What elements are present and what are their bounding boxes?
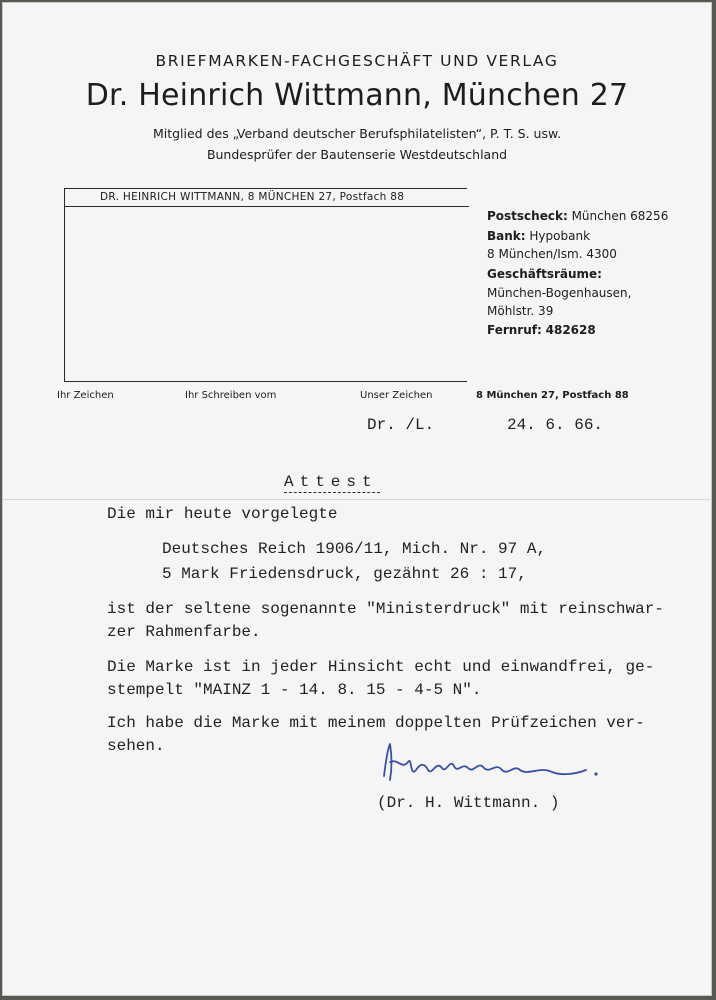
letter-paper	[2, 2, 712, 996]
paragraph-4-line-2: sehen.	[107, 737, 165, 755]
letterhead-line1: BRIEFMARKEN-FACHGESCHÄFT UND VERLAG	[155, 52, 559, 70]
fernruf-value: 482628	[545, 323, 596, 337]
letterhead-membership: Mitglied des „Verband deutscher Berufsphilatelisten“, P. T. S. usw.	[152, 126, 562, 141]
paragraph-2-line-2: zer Rahmenfarbe.	[107, 623, 261, 641]
ref-ihr-zeichen: Ihr Zeichen	[57, 390, 114, 401]
postscheck-label: Postscheck:	[487, 209, 568, 223]
ref-ihr-schreiben: Ihr Schreiben vom	[185, 390, 277, 401]
bank-label: Bank:	[487, 229, 526, 243]
ref-unser-zeichen: Unser Zeichen	[360, 390, 433, 401]
stamp-item-2: 5 Mark Friedensdruck, gezähnt 26 : 17,	[162, 565, 527, 583]
paragraph-1: Die mir heute vorgelegte	[107, 505, 338, 523]
date-value: 24. 6. 66.	[507, 416, 604, 434]
letterhead-examiner: Bundesprüfer der Bautenserie Westdeutschland	[206, 147, 508, 162]
attest-title: Attest	[284, 473, 378, 491]
unser-zeichen-value: Dr. /L.	[367, 416, 435, 434]
attest-underline	[284, 492, 380, 493]
contact-bank	[487, 229, 590, 243]
postscheck-value: München 68256	[571, 209, 669, 223]
bank-value-2: 8 München/Ism. 4300	[487, 247, 617, 261]
fold-line	[2, 499, 712, 500]
contact-fernruf	[487, 323, 596, 337]
ref-ort: 8 München 27, Postfach 88	[476, 390, 629, 401]
geschaeft-label: Geschäftsräume:	[487, 267, 602, 281]
address-box	[64, 188, 467, 382]
paragraph-2-line-1: ist der seltene sogenannte "Ministerdruck" mit reinschwar-	[107, 600, 664, 618]
geschaeft-value-2: Möhlstr. 39	[487, 304, 554, 318]
signature-name: (Dr. H. Wittmann. )	[377, 794, 560, 812]
handwritten-signature	[380, 740, 610, 792]
paragraph-3-line-1: Die Marke ist in jeder Hinsicht echt und einwandfrei, ge-	[107, 658, 655, 676]
paragraph-3-line-2: stempelt "MAINZ 1 - 14. 8. 15 - 4-5 N".	[107, 681, 482, 699]
letterhead-name: Dr. Heinrich Wittmann, München 27	[85, 78, 629, 113]
stamp-item-1: Deutsches Reich 1906/11, Mich. Nr. 97 A,	[162, 540, 547, 558]
paragraph-4-line-1: Ich habe die Marke mit meinem doppelten Prüfzeichen ver-	[107, 714, 645, 732]
fernruf-label: Fernruf:	[487, 323, 542, 337]
address-box-rule	[65, 206, 469, 207]
geschaeft-value-1: München-Bogenhausen,	[487, 286, 632, 300]
bank-value: Hypobank	[529, 229, 591, 243]
contact-postscheck	[487, 209, 668, 223]
return-address: DR. HEINRICH WITTMANN, 8 MÜNCHEN 27, Postfach 88	[100, 191, 405, 203]
